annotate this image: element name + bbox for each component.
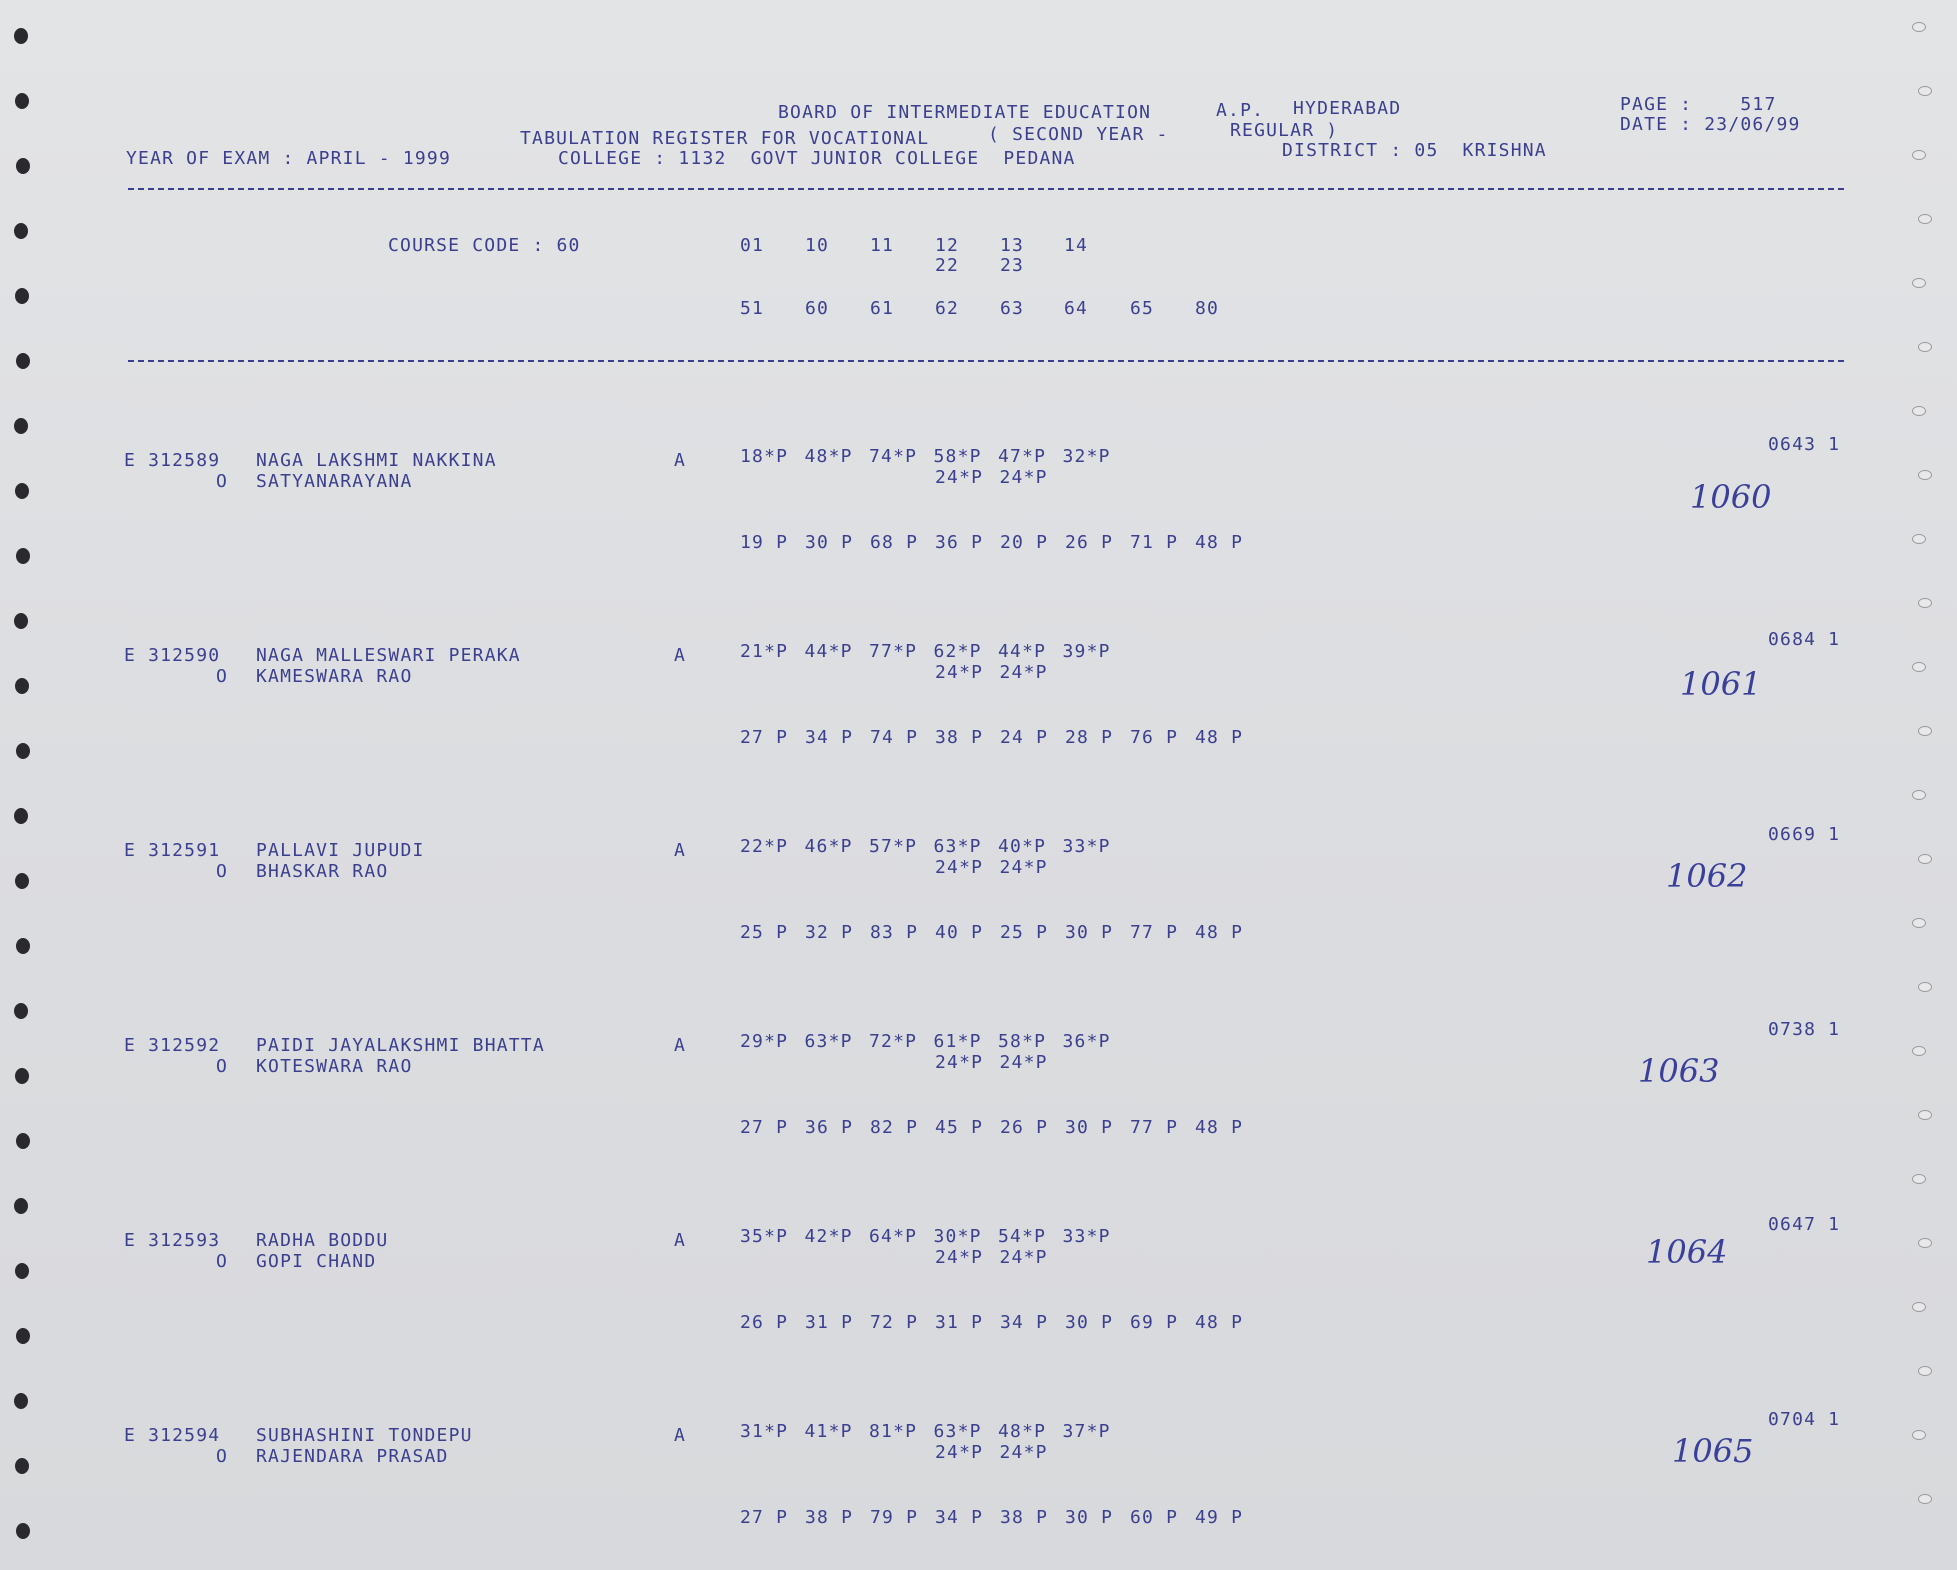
mark: 38 P (805, 1507, 854, 1528)
district-info: DISTRICT : 05 KRISHNA (1282, 140, 1547, 161)
mark: 21*P (740, 641, 789, 662)
mark: 25 P (740, 922, 789, 943)
feed-hole (1918, 214, 1932, 224)
feed-hole (1912, 1430, 1926, 1440)
mark: 24*P (999, 662, 1048, 683)
mark: 32 P (805, 922, 854, 943)
mark: 60 P (1130, 1507, 1179, 1528)
mark: 25 P (1000, 922, 1049, 943)
mark: 63*P (933, 1421, 982, 1442)
mark: 64*P (869, 1226, 918, 1247)
mark: 57*P (869, 836, 918, 857)
parent-code: O (216, 1251, 229, 1272)
mark: 37*P (1062, 1421, 1111, 1442)
feed-hole (14, 1003, 28, 1019)
mark: 77 P (1130, 922, 1179, 943)
total-marks: 0647 1 (1768, 1214, 1841, 1235)
mark: 24*P (935, 857, 984, 878)
header-divider-bottom (128, 360, 1844, 362)
mark: 24*P (999, 1247, 1048, 1268)
mark: 36 P (805, 1117, 854, 1138)
feed-hole (1918, 86, 1932, 96)
feed-hole (15, 1458, 29, 1474)
feed-hole (16, 743, 30, 759)
mark: 36*P (1062, 1031, 1111, 1052)
mark: 39*P (1062, 641, 1111, 662)
feed-hole (14, 808, 28, 824)
mark: 28 P (1065, 727, 1114, 748)
mark: 31*P (740, 1421, 789, 1442)
student-name: SUBHASHINI TONDEPU (256, 1425, 473, 1446)
handwritten-number: 1063 (1638, 1052, 1720, 1090)
registration-number: E 312593 (124, 1230, 221, 1251)
mark: 30 P (805, 532, 854, 553)
feed-hole (15, 1068, 29, 1084)
course-code-label: COURSE CODE : 60 (388, 235, 581, 256)
feed-hole (14, 223, 28, 239)
college-info: COLLEGE : 1132 GOVT JUNIOR COLLEGE PEDANA (558, 148, 1076, 169)
mark: 63*P (933, 836, 982, 857)
feed-hole (1918, 1494, 1932, 1504)
feed-hole (14, 418, 28, 434)
handwritten-number: 1064 (1646, 1233, 1728, 1271)
mark: 24*P (935, 1247, 984, 1268)
mark: 82 P (870, 1117, 919, 1138)
parent-name: BHASKAR RAO (256, 861, 389, 882)
mark: 34 P (1000, 1312, 1049, 1333)
mark: 26 P (1065, 532, 1114, 553)
feed-hole (1912, 1174, 1926, 1184)
mark: 30 P (1065, 1312, 1114, 1333)
course-code: 13 (1000, 235, 1025, 256)
total-marks: 0704 1 (1768, 1409, 1841, 1430)
parent-code: O (216, 1056, 229, 1077)
feed-hole (1918, 1238, 1932, 1248)
mark: 61*P (933, 1031, 982, 1052)
feed-hole (14, 28, 28, 44)
registration-number: E 312592 (124, 1035, 221, 1056)
header-divider-top (128, 188, 1844, 190)
mark: 18*P (740, 446, 789, 467)
board-state: A.P. (1216, 100, 1265, 121)
feed-hole (16, 1133, 30, 1149)
mark: 24*P (999, 467, 1048, 488)
handwritten-number: 1065 (1672, 1432, 1754, 1470)
mark: 58*P (933, 446, 982, 467)
student-name: PALLAVI JUPUDI (256, 840, 425, 861)
feed-hole (14, 613, 28, 629)
grade: A (674, 1035, 687, 1056)
feed-hole (15, 288, 29, 304)
mark: 42*P (804, 1226, 853, 1247)
mark: 44*P (998, 641, 1047, 662)
mark: 49 P (1195, 1507, 1244, 1528)
mark: 77*P (869, 641, 918, 662)
feed-hole (16, 1328, 30, 1344)
registration-number: E 312590 (124, 645, 221, 666)
mark: 41*P (804, 1421, 853, 1442)
feed-hole (1912, 1302, 1926, 1312)
mark: 62*P (933, 641, 982, 662)
print-date: DATE : 23/06/99 (1620, 114, 1801, 135)
mark: 33*P (1062, 836, 1111, 857)
mark: 68 P (870, 532, 919, 553)
registration-number: E 312589 (124, 450, 221, 471)
feed-hole (1912, 278, 1926, 288)
mark: 24*P (999, 1052, 1048, 1073)
registration-number: E 312594 (124, 1425, 221, 1446)
feed-hole (1918, 470, 1932, 480)
course-code: 22 (935, 255, 960, 276)
feed-hole (1912, 662, 1926, 672)
mark: 54*P (998, 1226, 1047, 1247)
feed-hole (14, 1393, 28, 1409)
course-code: 60 (805, 298, 830, 319)
parent-name: KOTESWARA RAO (256, 1056, 413, 1077)
total-marks: 0643 1 (1768, 434, 1841, 455)
feed-hole (1918, 598, 1932, 608)
mark: 74*P (869, 446, 918, 467)
mark: 31 P (805, 1312, 854, 1333)
feed-hole (1912, 22, 1926, 32)
feed-hole (16, 353, 30, 369)
parent-name: GOPI CHAND (256, 1251, 377, 1272)
course-code: 01 (740, 235, 765, 256)
feed-hole (15, 873, 29, 889)
grade: A (674, 645, 687, 666)
mark: 44*P (804, 641, 853, 662)
feed-hole (1918, 1110, 1932, 1120)
feed-hole (1912, 534, 1926, 544)
grade: A (674, 1230, 687, 1251)
course-code: 10 (805, 235, 830, 256)
mark: 69 P (1130, 1312, 1179, 1333)
feed-hole (15, 678, 29, 694)
mark: 45 P (935, 1117, 984, 1138)
course-code: 64 (1064, 298, 1089, 319)
mark: 74 P (870, 727, 919, 748)
mark: 34 P (805, 727, 854, 748)
feed-hole (1918, 726, 1932, 736)
feed-hole (15, 483, 29, 499)
mark: 31 P (935, 1312, 984, 1333)
mark: 71 P (1130, 532, 1179, 553)
handwritten-number: 1060 (1690, 478, 1772, 516)
student-name: RADHA BODDU (256, 1230, 389, 1251)
page-number: PAGE : 517 (1620, 94, 1777, 115)
grade: A (674, 1425, 687, 1446)
mark: 24*P (935, 662, 984, 683)
mark: 20 P (1000, 532, 1049, 553)
parent-code: O (216, 1446, 229, 1467)
course-code: 62 (935, 298, 960, 319)
mark: 58*P (998, 1031, 1047, 1052)
feed-hole (14, 1198, 28, 1214)
course-code: 65 (1130, 298, 1155, 319)
mark: 83 P (870, 922, 919, 943)
mark: 30*P (933, 1226, 982, 1247)
mark: 27 P (740, 727, 789, 748)
mark: 40*P (998, 836, 1047, 857)
student-name: NAGA LAKSHMI NAKKINA (256, 450, 497, 471)
feed-hole (15, 1263, 29, 1279)
mark: 48 P (1195, 532, 1244, 553)
mark: 38 P (1000, 1507, 1049, 1528)
register-title: TABULATION REGISTER FOR VOCATIONAL (520, 128, 930, 149)
year-of-exam: YEAR OF EXAM : APRIL - 1999 (126, 148, 451, 169)
mark: 29*P (740, 1031, 789, 1052)
total-marks: 0738 1 (1768, 1019, 1841, 1040)
board-city: HYDERABAD (1293, 98, 1402, 119)
mark: 24*P (999, 857, 1048, 878)
year-type: ( SECOND YEAR - (988, 124, 1169, 145)
feed-hole (1918, 854, 1932, 864)
mark: 40 P (935, 922, 984, 943)
mark: 48 P (1195, 727, 1244, 748)
student-name: NAGA MALLESWARI PERAKA (256, 645, 521, 666)
feed-hole (1912, 150, 1926, 160)
mark: 48*P (804, 446, 853, 467)
handwritten-number: 1062 (1666, 857, 1748, 895)
feed-hole (16, 158, 30, 174)
course-code: 61 (870, 298, 895, 319)
mark: 38 P (935, 727, 984, 748)
parent-name: RAJENDARA PRASAD (256, 1446, 449, 1467)
mark: 77 P (1130, 1117, 1179, 1138)
course-code: 51 (740, 298, 765, 319)
grade: A (674, 840, 687, 861)
mark: 72*P (869, 1031, 918, 1052)
mark: 34 P (935, 1507, 984, 1528)
mark: 24*P (999, 1442, 1048, 1463)
parent-code: O (216, 861, 229, 882)
parent-name: SATYANARAYANA (256, 471, 413, 492)
mark: 81*P (869, 1421, 918, 1442)
grade: A (674, 450, 687, 471)
feed-hole (1918, 342, 1932, 352)
feed-hole (1918, 982, 1932, 992)
regular-label: REGULAR ) (1230, 120, 1339, 141)
mark: 26 P (1000, 1117, 1049, 1138)
mark: 24 P (1000, 727, 1049, 748)
mark: 30 P (1065, 1507, 1114, 1528)
mark: 35*P (740, 1226, 789, 1247)
parent-code: O (216, 666, 229, 687)
mark: 36 P (935, 532, 984, 553)
mark: 33*P (1062, 1226, 1111, 1247)
mark: 26 P (740, 1312, 789, 1333)
feed-hole (16, 548, 30, 564)
mark: 48*P (998, 1421, 1047, 1442)
mark: 47*P (998, 446, 1047, 467)
registration-number: E 312591 (124, 840, 221, 861)
board-title: BOARD OF INTERMEDIATE EDUCATION (778, 102, 1152, 123)
feed-hole (16, 938, 30, 954)
feed-hole (1918, 1366, 1932, 1376)
mark: 27 P (740, 1507, 789, 1528)
mark: 24*P (935, 467, 984, 488)
parent-name: KAMESWARA RAO (256, 666, 413, 687)
feed-hole (16, 1523, 30, 1539)
mark: 24*P (935, 1052, 984, 1073)
handwritten-number: 1061 (1680, 665, 1762, 703)
mark: 79 P (870, 1507, 919, 1528)
parent-code: O (216, 471, 229, 492)
mark: 19 P (740, 532, 789, 553)
course-code: 14 (1064, 235, 1089, 256)
total-marks: 0684 1 (1768, 629, 1841, 650)
mark: 76 P (1130, 727, 1179, 748)
course-code: 63 (1000, 298, 1025, 319)
mark: 63*P (804, 1031, 853, 1052)
mark: 32*P (1062, 446, 1111, 467)
mark: 27 P (740, 1117, 789, 1138)
mark: 30 P (1065, 1117, 1114, 1138)
mark: 30 P (1065, 922, 1114, 943)
course-code: 80 (1195, 298, 1220, 319)
mark: 48 P (1195, 1312, 1244, 1333)
feed-hole (15, 93, 29, 109)
course-code: 12 (935, 235, 960, 256)
mark: 48 P (1195, 922, 1244, 943)
mark: 72 P (870, 1312, 919, 1333)
total-marks: 0669 1 (1768, 824, 1841, 845)
mark: 48 P (1195, 1117, 1244, 1138)
mark: 46*P (804, 836, 853, 857)
course-code: 23 (1000, 255, 1025, 276)
feed-hole (1912, 918, 1926, 928)
feed-hole (1912, 406, 1926, 416)
student-name: PAIDI JAYALAKSHMI BHATTA (256, 1035, 545, 1056)
mark: 22*P (740, 836, 789, 857)
mark: 24*P (935, 1442, 984, 1463)
feed-hole (1912, 1046, 1926, 1056)
feed-hole (1912, 790, 1926, 800)
course-code: 11 (870, 235, 895, 256)
